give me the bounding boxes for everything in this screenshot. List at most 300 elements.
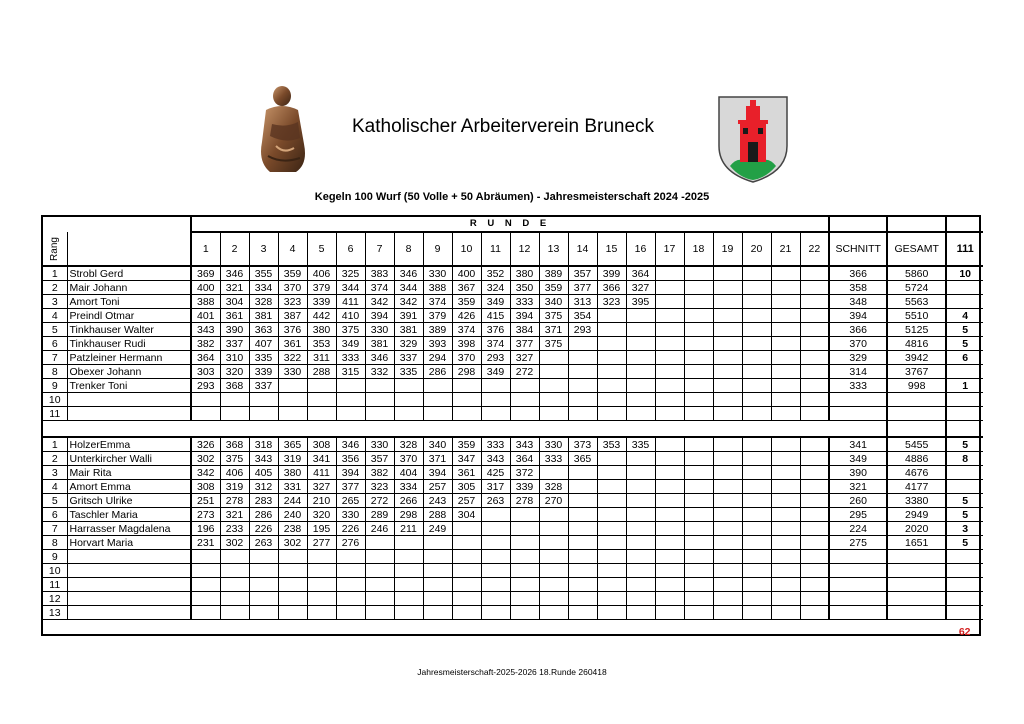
round-score: 388 — [191, 295, 220, 309]
points-value: 10 — [946, 266, 983, 281]
round-score — [452, 536, 481, 550]
round-score: 376 — [481, 323, 510, 337]
points-total-header: 111 — [946, 232, 983, 266]
round-score: 325 — [336, 266, 365, 281]
round-score — [336, 606, 365, 620]
women-points-total: 62 — [958, 626, 971, 638]
round-score: 389 — [539, 266, 568, 281]
round-score — [481, 536, 510, 550]
round-score — [684, 550, 713, 564]
player-name: Patzleiner Hermann — [67, 351, 191, 365]
round-header-20: 20 — [742, 232, 771, 266]
blank-cell — [829, 217, 887, 232]
round-score — [336, 393, 365, 407]
round-score: 374 — [452, 323, 481, 337]
points-value — [946, 592, 983, 606]
round-score: 353 — [597, 437, 626, 452]
round-score: 330 — [365, 323, 394, 337]
round-score — [800, 564, 829, 578]
rank-cell: 1 — [43, 437, 67, 452]
round-score — [394, 578, 423, 592]
round-score — [800, 536, 829, 550]
runde-header-row — [43, 217, 983, 232]
round-score — [597, 508, 626, 522]
round-score: 288 — [307, 365, 336, 379]
round-score: 342 — [191, 466, 220, 480]
round-score — [365, 393, 394, 407]
round-score — [278, 564, 307, 578]
round-score — [365, 592, 394, 606]
round-score: 361 — [452, 466, 481, 480]
round-score — [481, 550, 510, 564]
round-score — [597, 309, 626, 323]
round-score — [713, 592, 742, 606]
men-table-row — [43, 379, 983, 393]
round-score: 340 — [423, 437, 452, 452]
round-score — [800, 606, 829, 620]
round-score — [771, 578, 800, 592]
round-score — [655, 337, 684, 351]
round-score — [713, 323, 742, 337]
round-score — [655, 266, 684, 281]
round-score: 382 — [191, 337, 220, 351]
women-table-row — [43, 494, 983, 508]
round-score — [481, 606, 510, 620]
round-header-14: 14 — [568, 232, 597, 266]
women-table-row — [43, 452, 983, 466]
round-score: 349 — [481, 295, 510, 309]
round-score: 379 — [307, 281, 336, 295]
round-score — [626, 480, 655, 494]
round-score: 346 — [220, 266, 249, 281]
round-score — [191, 550, 220, 564]
points-value: 5 — [946, 323, 983, 337]
round-score: 328 — [249, 295, 278, 309]
round-score — [220, 407, 249, 421]
rank-cell: 5 — [43, 494, 67, 508]
round-score: 368 — [220, 437, 249, 452]
round-score: 324 — [481, 281, 510, 295]
round-score — [742, 494, 771, 508]
men-table-row — [43, 309, 983, 323]
round-score: 233 — [220, 522, 249, 536]
section-separator — [43, 421, 983, 438]
round-score — [307, 592, 336, 606]
round-score — [539, 393, 568, 407]
round-score — [481, 564, 510, 578]
round-score: 257 — [423, 480, 452, 494]
round-score — [684, 351, 713, 365]
round-score: 347 — [452, 452, 481, 466]
round-header-3: 3 — [249, 232, 278, 266]
schnitt-value: 370 — [829, 337, 887, 351]
round-score: 357 — [568, 266, 597, 281]
round-score — [742, 281, 771, 295]
blank-cell — [510, 421, 539, 438]
round-score: 352 — [481, 266, 510, 281]
blank-cell — [67, 217, 191, 232]
rank-cell: 5 — [43, 323, 67, 337]
round-header-13: 13 — [539, 232, 568, 266]
round-score: 323 — [278, 295, 307, 309]
round-score: 359 — [452, 437, 481, 452]
blank-cell — [946, 217, 983, 232]
round-score — [568, 508, 597, 522]
round-score — [278, 606, 307, 620]
round-score: 327 — [626, 281, 655, 295]
player-name: Obexer Johann — [67, 365, 191, 379]
round-score: 426 — [452, 309, 481, 323]
round-score — [278, 550, 307, 564]
women-table-row — [43, 466, 983, 480]
round-score — [655, 466, 684, 480]
round-score — [249, 564, 278, 578]
round-score: 400 — [452, 266, 481, 281]
points-value — [946, 365, 983, 379]
player-name: Mair Rita — [67, 466, 191, 480]
round-score: 339 — [510, 480, 539, 494]
round-score — [742, 351, 771, 365]
round-score: 372 — [510, 466, 539, 480]
gesamt-value: 3380 — [887, 494, 946, 508]
round-score — [220, 550, 249, 564]
round-score: 371 — [539, 323, 568, 337]
gesamt-value — [887, 578, 946, 592]
round-score: 308 — [307, 437, 336, 452]
round-score: 376 — [278, 323, 307, 337]
round-score — [539, 407, 568, 421]
round-score: 333 — [336, 351, 365, 365]
round-score: 270 — [539, 494, 568, 508]
round-score: 404 — [394, 466, 423, 480]
round-score — [510, 536, 539, 550]
schnitt-value: 349 — [829, 452, 887, 466]
round-score: 374 — [481, 337, 510, 351]
round-score: 363 — [249, 323, 278, 337]
round-score: 364 — [191, 351, 220, 365]
round-score: 398 — [452, 337, 481, 351]
round-score — [597, 578, 626, 592]
schnitt-value — [829, 578, 887, 592]
gesamt-value: 5563 — [887, 295, 946, 309]
women-table-row — [43, 564, 983, 578]
round-score — [365, 578, 394, 592]
round-score: 302 — [278, 536, 307, 550]
round-score: 195 — [307, 522, 336, 536]
points-value: 4 — [946, 309, 983, 323]
round-score — [713, 337, 742, 351]
round-score — [249, 393, 278, 407]
rank-cell: 2 — [43, 452, 67, 466]
round-score: 355 — [249, 266, 278, 281]
round-score: 286 — [249, 508, 278, 522]
round-score — [481, 379, 510, 393]
men-table-row — [43, 266, 983, 281]
round-score: 346 — [365, 351, 394, 365]
round-score — [800, 466, 829, 480]
round-score — [249, 550, 278, 564]
round-score: 323 — [597, 295, 626, 309]
name-header — [67, 232, 191, 266]
round-score — [626, 393, 655, 407]
round-score — [394, 606, 423, 620]
blank-cell — [829, 421, 887, 438]
rank-cell: 8 — [43, 536, 67, 550]
player-name: HolzerEmma — [67, 437, 191, 452]
round-score — [568, 407, 597, 421]
round-score — [481, 393, 510, 407]
schnitt-value — [829, 393, 887, 407]
round-score — [568, 337, 597, 351]
round-score — [249, 578, 278, 592]
round-score — [597, 379, 626, 393]
women-table-row — [43, 550, 983, 564]
round-score — [742, 522, 771, 536]
round-score — [800, 281, 829, 295]
round-score — [771, 407, 800, 421]
round-score — [597, 407, 626, 421]
footer-note: Jahresmeisterschaft-2025-2026 18.Runde 260418 — [417, 667, 607, 677]
round-score: 349 — [481, 365, 510, 379]
round-score — [626, 578, 655, 592]
round-score — [684, 281, 713, 295]
round-score — [568, 393, 597, 407]
round-score — [220, 578, 249, 592]
round-score: 319 — [278, 452, 307, 466]
round-score — [539, 550, 568, 564]
round-score: 389 — [423, 323, 452, 337]
round-score: 337 — [249, 379, 278, 393]
round-score: 289 — [365, 508, 394, 522]
round-score: 330 — [336, 508, 365, 522]
gesamt-value — [887, 564, 946, 578]
round-score: 304 — [452, 508, 481, 522]
round-score — [336, 578, 365, 592]
blank-cell — [539, 421, 568, 438]
schnitt-value: 348 — [829, 295, 887, 309]
round-score — [336, 564, 365, 578]
round-score: 332 — [365, 365, 394, 379]
round-score — [423, 550, 452, 564]
round-score — [452, 564, 481, 578]
round-score — [742, 365, 771, 379]
round-score — [713, 393, 742, 407]
blank-cell — [887, 217, 946, 232]
points-value — [946, 606, 983, 620]
round-score — [568, 578, 597, 592]
gesamt-value: 4886 — [887, 452, 946, 466]
round-score — [597, 393, 626, 407]
round-score: 359 — [452, 295, 481, 309]
round-score — [655, 606, 684, 620]
round-score: 317 — [481, 480, 510, 494]
column-header-row — [43, 232, 983, 266]
blank-cell — [336, 421, 365, 438]
round-score — [684, 323, 713, 337]
round-score: 288 — [423, 508, 452, 522]
round-score: 263 — [481, 494, 510, 508]
round-score — [655, 536, 684, 550]
round-score — [336, 407, 365, 421]
round-score — [510, 393, 539, 407]
round-score — [713, 494, 742, 508]
round-score — [742, 323, 771, 337]
player-name: Tinkhauser Rudi — [67, 337, 191, 351]
rank-cell: 12 — [43, 592, 67, 606]
points-value: 6 — [946, 351, 983, 365]
round-score — [655, 379, 684, 393]
round-score: 330 — [278, 365, 307, 379]
rank-cell: 4 — [43, 480, 67, 494]
round-score — [510, 407, 539, 421]
round-score: 196 — [191, 522, 220, 536]
round-score — [655, 323, 684, 337]
round-score: 343 — [510, 437, 539, 452]
round-score: 312 — [249, 480, 278, 494]
round-score — [626, 508, 655, 522]
round-score — [655, 281, 684, 295]
women-table-row — [43, 480, 983, 494]
round-score: 337 — [394, 351, 423, 365]
round-score: 407 — [249, 337, 278, 351]
round-score — [684, 437, 713, 452]
round-score: 394 — [336, 466, 365, 480]
round-score — [423, 564, 452, 578]
round-score — [713, 550, 742, 564]
gesamt-value: 4676 — [887, 466, 946, 480]
schnitt-value: 295 — [829, 508, 887, 522]
round-score: 357 — [365, 452, 394, 466]
round-score: 334 — [249, 281, 278, 295]
round-score — [452, 578, 481, 592]
round-score: 343 — [481, 452, 510, 466]
round-score — [423, 536, 452, 550]
player-name — [67, 564, 191, 578]
round-score: 249 — [423, 522, 452, 536]
points-value — [946, 550, 983, 564]
round-score — [655, 494, 684, 508]
round-score — [684, 606, 713, 620]
round-score — [191, 606, 220, 620]
rank-cell: 13 — [43, 606, 67, 620]
round-score — [365, 550, 394, 564]
blank-cell — [684, 421, 713, 438]
round-score — [568, 494, 597, 508]
round-score: 337 — [220, 337, 249, 351]
round-score: 272 — [365, 494, 394, 508]
rank-cell: 7 — [43, 522, 67, 536]
round-score — [626, 522, 655, 536]
round-score: 391 — [394, 309, 423, 323]
round-score — [771, 337, 800, 351]
schnitt-value: 358 — [829, 281, 887, 295]
round-score — [684, 266, 713, 281]
round-score: 379 — [423, 309, 452, 323]
round-header-7: 7 — [365, 232, 394, 266]
round-score — [800, 295, 829, 309]
gesamt-value: 3767 — [887, 365, 946, 379]
round-score — [713, 295, 742, 309]
points-value — [946, 295, 983, 309]
round-score — [452, 592, 481, 606]
round-score — [481, 522, 510, 536]
round-score: 344 — [394, 281, 423, 295]
round-score: 231 — [191, 536, 220, 550]
round-score — [510, 564, 539, 578]
round-score — [771, 309, 800, 323]
round-score: 226 — [336, 522, 365, 536]
round-score: 327 — [307, 480, 336, 494]
round-score: 298 — [452, 365, 481, 379]
round-score — [365, 536, 394, 550]
round-score — [626, 550, 655, 564]
round-score — [510, 578, 539, 592]
round-header-11: 11 — [481, 232, 510, 266]
rank-cell: 6 — [43, 337, 67, 351]
round-header-21: 21 — [771, 232, 800, 266]
round-score: 276 — [336, 536, 365, 550]
gesamt-value: 3942 — [887, 351, 946, 365]
round-score: 326 — [191, 437, 220, 452]
round-score: 319 — [220, 480, 249, 494]
round-score: 340 — [539, 295, 568, 309]
round-score — [800, 323, 829, 337]
round-score — [365, 564, 394, 578]
women-table-row — [43, 508, 983, 522]
women-table-row — [43, 606, 983, 620]
round-score — [365, 379, 394, 393]
round-score: 410 — [336, 309, 365, 323]
round-score: 313 — [568, 295, 597, 309]
round-score — [800, 393, 829, 407]
round-score: 370 — [278, 281, 307, 295]
round-score — [742, 508, 771, 522]
round-score — [800, 550, 829, 564]
totals-row — [43, 620, 983, 645]
round-score: 322 — [278, 351, 307, 365]
round-score: 399 — [597, 266, 626, 281]
round-score — [481, 508, 510, 522]
round-score — [742, 393, 771, 407]
round-score — [568, 564, 597, 578]
points-value: 5 — [946, 508, 983, 522]
blank-cell — [43, 620, 946, 645]
player-name — [67, 550, 191, 564]
gesamt-value: 5510 — [887, 309, 946, 323]
round-score: 377 — [510, 337, 539, 351]
round-score — [771, 480, 800, 494]
round-score — [742, 536, 771, 550]
round-score: 318 — [249, 437, 278, 452]
round-score: 364 — [626, 266, 655, 281]
round-score — [655, 578, 684, 592]
round-score — [191, 393, 220, 407]
round-score — [597, 323, 626, 337]
round-score — [713, 508, 742, 522]
round-score: 374 — [423, 295, 452, 309]
round-score — [684, 309, 713, 323]
round-score: 364 — [510, 452, 539, 466]
rank-cell: 9 — [43, 379, 67, 393]
rank-cell: 11 — [43, 407, 67, 421]
round-score: 329 — [394, 337, 423, 351]
round-score: 395 — [626, 295, 655, 309]
gesamt-value: 1651 — [887, 536, 946, 550]
round-score — [655, 309, 684, 323]
bruneck-crest-image — [716, 94, 790, 184]
round-score — [568, 466, 597, 480]
round-score — [539, 578, 568, 592]
